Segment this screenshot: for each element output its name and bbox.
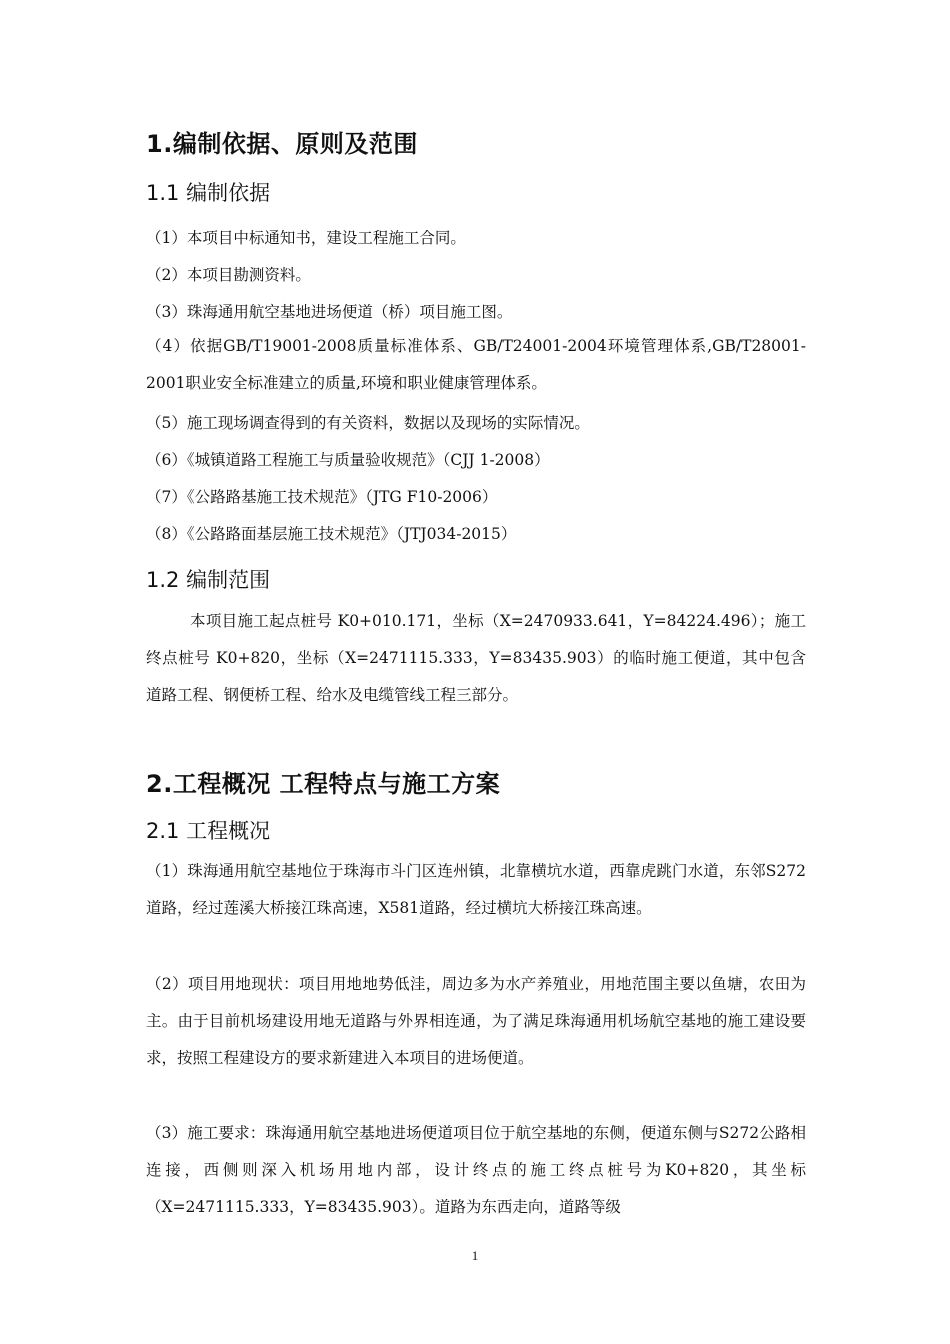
basis-item-5: （5）施工现场调查得到的有关资料，数据以及现场的实际情况。 (146, 414, 590, 432)
overview-paragraph-3: （3）施工要求：珠海通用航空基地进场便道项目位于航空基地的东侧，便道东侧与S272公路相连接，西侧则深入机场用地内部，设计终点的施工终点桩号为K0+820，其坐标（X=2471115.333，Y=83435.903）。道路为东西走向，道路等级 (146, 1124, 806, 1216)
overview-paragraph-2: （2）项目用地现状：项目用地地势低洼，周边多为水产养殖业，用地范围主要以鱼塘，农田为主。由于目前机场建设用地无道路与外界相连通，为了满足珠海通用机场航空基地的施工建设要求，按照工程建设方的要求新建进入本项目的进场便道。 (146, 975, 806, 1067)
section-1-2-heading: 1.2 编制范围 (146, 568, 271, 592)
section-2-1-heading: 2.1 工程概况 (146, 819, 271, 843)
scope-paragraph: 本项目施工起点桩号 K0+010.171，坐标（X=2470933.641，Y=84224.496）；施工终点桩号 K0+820，坐标（X=2471115.333，Y=83435.903）的临时施工便道，其中包含道路工程、钢便桥工程、给水及电缆管线工程三部分。 (146, 612, 806, 704)
page-number: 1 (471, 1248, 479, 1263)
section-2-heading: 2.工程概况 工程特点与施工方案 (146, 770, 501, 798)
basis-item-7: （7）《公路路基施工技术规范》（JTG F10-2006） (146, 488, 498, 506)
section-1-heading: 1.编制依据、原则及范围 (146, 130, 418, 158)
basis-item-2: （2）本项目勘测资料。 (146, 266, 311, 284)
section-1-1-heading: 1.1 编制依据 (146, 181, 271, 205)
basis-item-1: （1）本项目中标通知书，建设工程施工合同。 (146, 229, 466, 247)
basis-item-8: （8）《公路路面基层施工技术规范》（JTJ034-2015） (146, 525, 517, 543)
overview-paragraph-1: （1）珠海通用航空基地位于珠海市斗门区连州镇，北靠横坑水道，西靠虎跳门水道，东邻S272道路，经过莲溪大桥接江珠高速，X581道路，经过横坑大桥接江珠高速。 (146, 862, 806, 917)
basis-item-3: （3）珠海通用航空基地进场便道（桥）项目施工图。 (146, 303, 513, 321)
basis-item-6: （6）《城镇道路工程施工与质量验收规范》（CJJ 1-2008） (146, 451, 550, 469)
basis-item-4: （4）依据GB/T19001-2008质量标准体系、GB/T24001-2004环境管理体系,GB/T28001-2001职业安全标准建立的质量,环境和职业健康管理体系。 (146, 337, 806, 392)
